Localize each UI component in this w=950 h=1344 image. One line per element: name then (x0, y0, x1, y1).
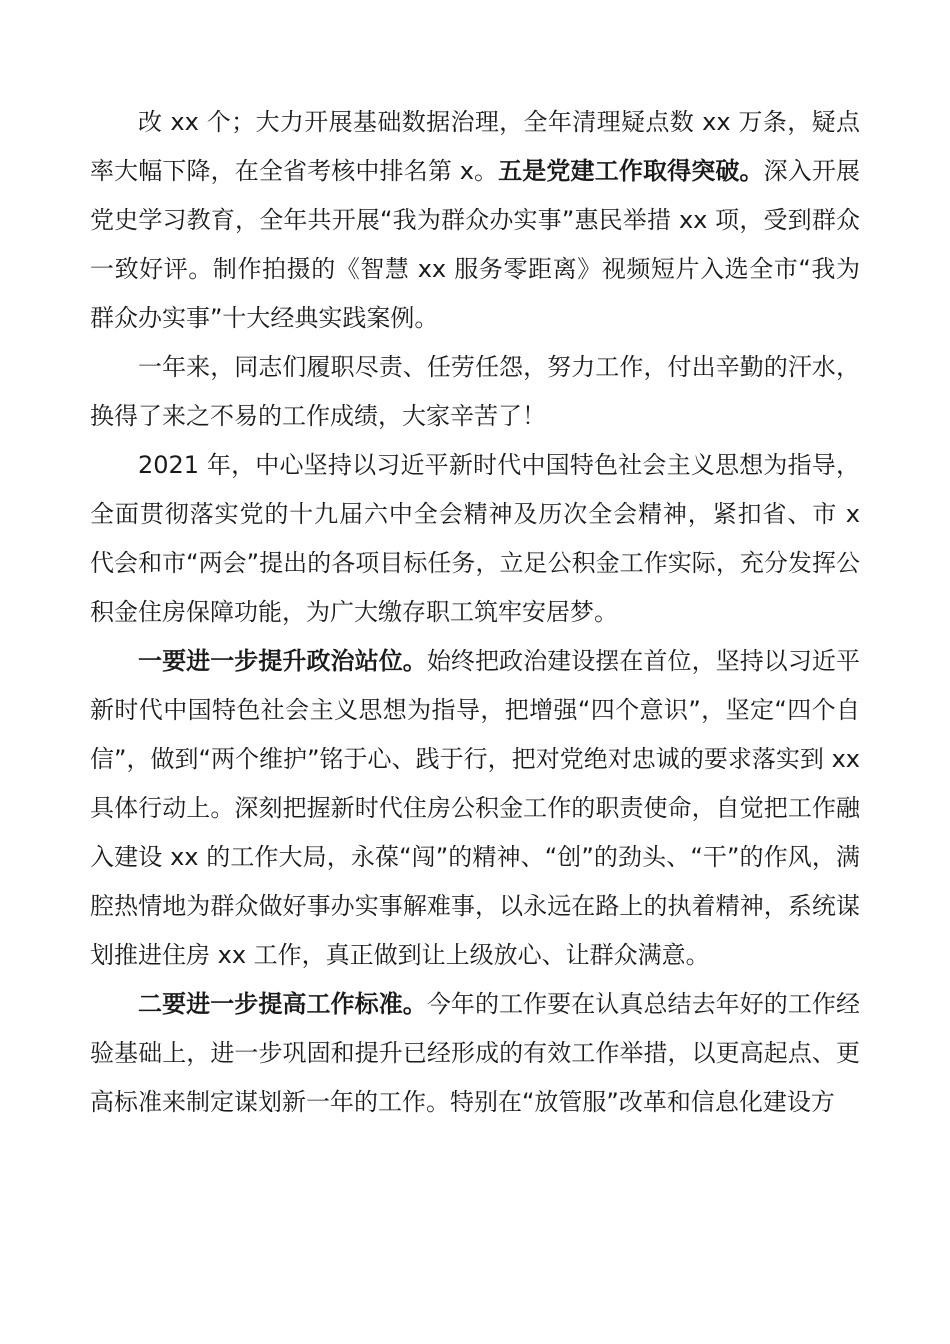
heading-work-standard: 二要进一步提高工作标准。 (138, 990, 427, 1018)
heading-five-party-building: 五是党建工作取得突破。 (498, 157, 764, 185)
paragraph-2-text: 一年来，同志们履职尽责、任劳任怨，努力工作，付出辛勤的汗水，换得了来之不易的工作成绩，大家辛苦了！ (90, 353, 860, 430)
paragraph-2 (90, 343, 860, 441)
paragraph-5-text: 今年的工作要在认真总结去年好的工作经验基础上，进一步巩固和提升已经形成的有效工作举措，以更高起点、更高标准来制定谋划新一年的工作。特别在“放管服”改革和信息化建设方 (90, 990, 860, 1116)
document-body (90, 98, 860, 1127)
paragraph-1 (90, 98, 860, 343)
paragraph-3 (90, 441, 860, 637)
paragraph-3-text: 2021 年，中心坚持以习近平新时代中国特色社会主义思想为指导，全面贯彻落实党的十九届六中全会精神及历次全会精神，紧扣省、市 x 代会和市“两会”提出的各项目标任务，立足公积金工作实际，充分发挥公积金住房保障功能，为广大缴存职工筑牢安居梦。 (90, 451, 860, 626)
paragraph-1-text-a: 改 xx 个；大力开展基础数据治理，全年清理疑点数 xx 万条，疑点率大幅下降，在全省考核中排名第 x。 (90, 108, 860, 185)
paragraph-4-text: 始终把政治建设摆在首位，坚持以习近平新时代中国特色社会主义思想为指导，把增强“四个意识”，坚定“四个自信”，做到“两个维护”铭于心、践于行，把对党绝对忠诚的要求落实到 xx 具体行动上。深刻把握新时代住房公积金工作的职责使命，自觉把工作融入建设 xx 的工作大局，永葆“闯”的精神、“创”的劲头、“干”的作风，满腔热情地为群众做好事办实事解难事，以永远在路上的执着精神，系统谋划推进住房 xx 工作，真正做到让上级放心、让群众满意。 (90, 647, 860, 969)
paragraph-5 (90, 980, 860, 1127)
heading-political-stance: 一要进一步提升政治站位。 (138, 647, 427, 675)
paragraph-4 (90, 637, 860, 980)
paragraph-1-text-b: 深入开展党史学习教育，全年共开展“我为群众办实事”惠民举措 xx 项，受到群众一致好评。制作拍摄的《智慧 xx 服务零距离》视频短片入选全市“我为群众办实事”十大经典实践案例。 (90, 157, 860, 332)
